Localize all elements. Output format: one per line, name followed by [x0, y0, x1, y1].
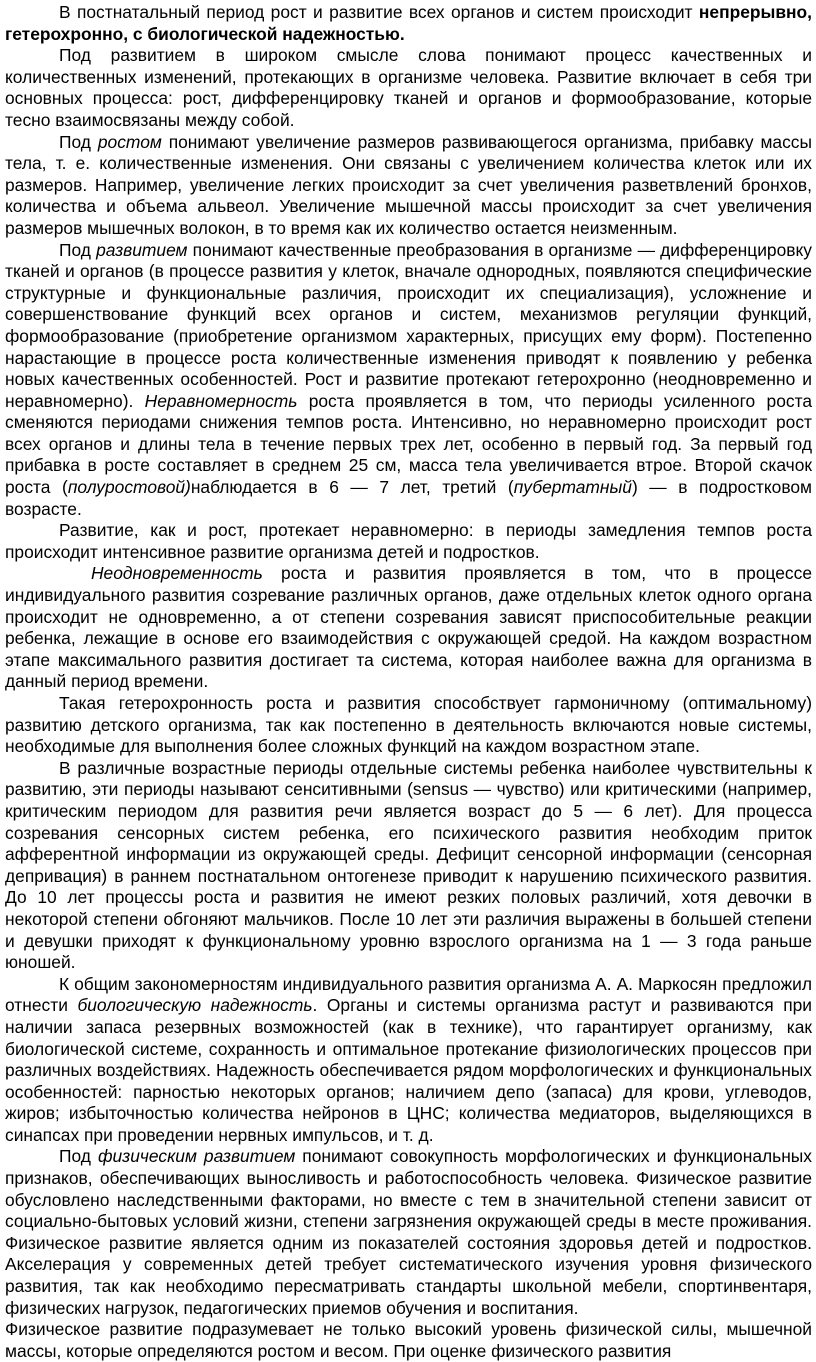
italic-term: полуростовой) [67, 477, 191, 498]
italic-term: Неравномерность [144, 390, 298, 411]
text-span: К общим закономерностям индивидуального развития организма А. А. Маркосян предложил отнести [5, 973, 812, 1016]
italic-term: ростом [97, 131, 162, 152]
italic-term: пубертатный [513, 477, 632, 498]
italic-term: физическим развитием [97, 1146, 296, 1167]
text-span: В постнатальный период рост и развитие всех органов и систем происходит [59, 2, 699, 22]
italic-term: биологическую надежность [77, 995, 313, 1016]
paragraph-biological-reliability [5, 974, 812, 1147]
paragraph-physical-development [5, 1146, 812, 1319]
text-span: понимают совокупность морфологических и функциональных признаков, обеспечивающих выносливость и работоспособность человека. Физическое развитие обусловлено наследственными факторами, но вместе с тем в значительной степени зависит от социально-бытовых условий жизни, степени загрязнения окружающей среды в месте проживания. Физическое развитие является одним из показателей состояния здоровья детей и подростков. Акселерация у современных детей требует систематического изучения уровня физического развития, так как необходимо пересматривать стандарты школьной мебели, спортинвентаря, физических нагрузок, педагогических приемов обучения и воспитания. [5, 1146, 812, 1318]
text-span: понимают увеличение размеров развивающегося организма, прибавку массы тела, т. е. количественные изменения. Они связаны с увеличением количества клеток или их размеров. Например, увеличение легких происходит за счет увеличения разветвлений бронхов, количества и объема альвеол. Увеличение мышечной массы происходит за счет увеличения размеров мышечных волокон, в то время как их количество остается неизменным. [5, 131, 812, 238]
text-span: Под [59, 1146, 98, 1167]
italic-term: развитием [96, 239, 188, 260]
paragraph-sensitive-periods: В различные возрастные периоды отдельные системы ребенка наиболее чувствительны к развитию, эти периоды называют сенситивными (sensus — чувство) или критическими (например, критическим периодом для развития речи является возраст до 5 — 6 лет). Для процесса созревания сенсорных систем ребенка, его психического развития необходим приток афферентной информации из окружающей среды. Дефицит сенсорной информации (сенсорная депривация) в раннем постнатальном онтогенезе приводит к нарушению психического развития. До 10 лет процессы роста и развития не имеют резких половых различий, хотя девочки в некоторой степени обгоняют мальчиков. После 10 лет эти различия выражены в большей степени и девушки приходят к функциональному уровню взрослого организма на 1 — 3 года раньше юношей. [5, 757, 812, 973]
paragraph-development [5, 240, 812, 521]
text-span: ) — в подростковом возрасте. [5, 477, 813, 519]
paragraph-harmonious-development: Такая гетерохронность роста и развития способствует гармоничному (оптимальному) развитию детского организма, так как постепенно в деятельность включаются новые системы, необходимые для выполнения более сложных функций на каждом возрастном этапе. [5, 693, 812, 757]
paragraph-heterochrony [5, 563, 812, 693]
paragraph-development-definition: Под развитием в широком смысле слова понимают процесс качественных и количественных изменений, протекающих в организме человека. Развитие включает в себя три основных процесса: рост, дифференцировку тканей и органов и формообразование, которые тесно взаимосвязаны между собой. [5, 45, 812, 130]
paragraph-growth [5, 132, 812, 240]
bold-phrase: непрерывно, гетерохронно, с биологической надежностью. [5, 2, 812, 44]
text-span: . Органы и системы организма растут и развиваются при наличии запаса резервных возможностей (как в технике), что гарантирует организму, как биологической системе, сохранность и оптимальное протекание физиологических процессов при различных воздействиях. Надежность обеспечивается рядом морфологических и функциональных особенностей: парностью некоторых органов; наличием депо (запаса) для крови, углеводов, жиров; избыточностью количества нейронов в ЦНС; количества медиаторов, выделяющихся в синапсах при проведении нервных импульсов, и т. д. [5, 995, 812, 1145]
paragraph-postnatal [5, 2, 812, 45]
text-span: Под [59, 131, 98, 152]
text-span: Под [59, 239, 97, 260]
text-span: роста проявляется в том, что периоды усиленного роста сменяются периодами снижения темпов роста. Интенсивно, но неравномерно происходит рост всех органов и длины тела в течение первых трех лет, особенно в первый год. За первый год прибавка в росте составляет в среднем 25 см, масса тела увеличивается втрое. Второй скачок роста ( [5, 390, 813, 498]
text-span: наблюдается в 6 — 7 лет, третий ( [190, 477, 514, 498]
text-span: понимают качественные преобразования в организме — дифференцировку тканей и органов (в процессе развития у клеток, вначале однородных, появляются специфические структурные и функциональные различия, происходит их специализация), усложнение и совершенствование функций всех органов и систем, механизмов регуляции функций, формообразование (приобретение организмом характерных, присущих ему форм). Постепенно нарастающие в процессе роста количественные изменения приводят к появлению у ребенка новых качественных особенностей. Рост и развитие протекают гетерохронно (неодновременно и неравномерно). [5, 239, 812, 411]
paragraph-uneven-development: Развитие, как и рост, протекает неравномерно: в периоды замедления темпов роста происходит интенсивное развитие организма детей и подростков. [5, 520, 812, 562]
text-span: роста и развития проявляется в том, что в процессе индивидуального развития созревание различных органов, даже отдельных клеток одного органа происходит не одновременно, а от степени созревания зависят приспособительные реакции ребенка, лежащие в основе его взаимодействия с окружающей средой. На каждом возрастном этапе максимального развития достигает та система, которая наиболее важна для организма в данный период времени. [5, 563, 812, 692]
italic-term: Неодновременность [91, 563, 263, 584]
paragraph-physical-assessment: Физическое развитие подразумевает не только высокий уровень физической силы, мышечной массы, которые определяются ростом и весом. При оценке физического развития [5, 1319, 812, 1361]
